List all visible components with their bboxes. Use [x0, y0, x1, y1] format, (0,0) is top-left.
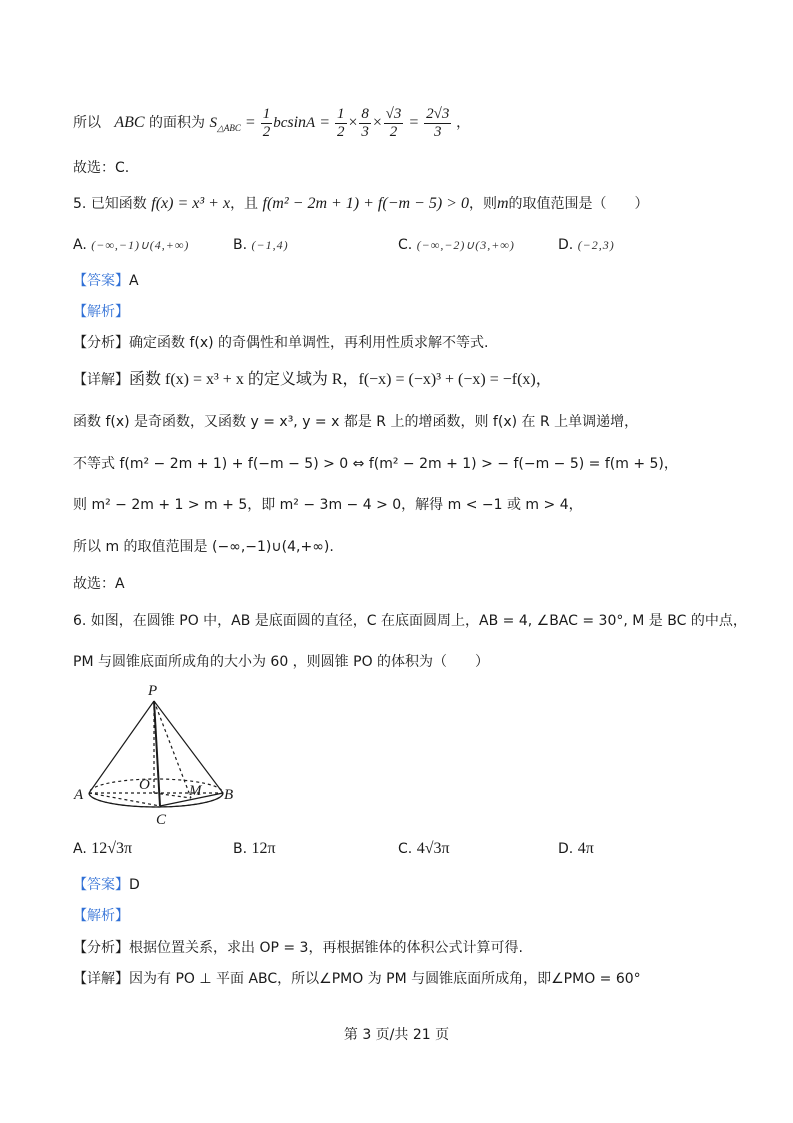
q6-option-b: B. 12π: [233, 840, 276, 857]
q6-line-2: PM 与圆锥底面所成角的大小为 60 ，则圆锥 PO 的体积为（ ）: [73, 654, 490, 670]
q5-detail-2: 函数 f(x) 是奇函数，又函数 y = x³, y = x 都是 R 上的增函数，则 f(x) 在 R 上单调递增，: [73, 414, 639, 430]
q6-analysis-tag: 【解析】: [73, 908, 129, 924]
label-c: C: [156, 812, 167, 828]
q5-stem: 5. 已知函数 f(x) = x³ + x，且 f(m² − 2m + 1) + f(−m − 5) > 0，则m的取值范围是（ ）: [73, 195, 649, 212]
label-p: P: [148, 683, 158, 699]
q5-option-c: C. (−∞,−2)∪(3,+∞): [398, 237, 515, 253]
q5-detail-4: 则 m² − 2m + 1 > m + 5，即 m² − 3m − 4 > 0，解得 m < −1 或 m > 4，: [73, 497, 583, 513]
area-formula: $S_{\triangle ABC}$ = $\frac{1}{2}$ bcsinA = $\frac{1}{2}$ × $\frac{8}{3}$ × $\frac{√3}{2}$ = $\frac{2√3}{3}$: [209, 106, 450, 141]
cone-figure: [72, 683, 242, 828]
q6-option-a: A. 12√3π: [73, 840, 133, 857]
q5-detail-5: 所以 m 的取值范围是 (−∞,−1)∪(4,+∞).: [73, 539, 334, 555]
page-number: 第 3 页/共 21 页: [343, 1027, 450, 1043]
q5-detail-1: 【详解】函数 f(x) = x³ + x 的定义域为 R，f(−x) = (−x)³ + (−x) = −f(x)，: [73, 371, 552, 388]
q6-detail-1: 【详解】因为有 PO ⊥ 平面 ABC，所以∠PMO 为 PM 与圆锥底面所成角，即∠PMO = 60°: [73, 971, 641, 987]
q5-option-d: D. (−2,3): [558, 237, 615, 253]
q6-option-c: C. 4√3π: [398, 840, 450, 857]
q6-answer: 【答案】D: [73, 877, 140, 893]
q5-detail-3: 不等式 f(m² − 2m + 1) + f(−m − 5) > 0 ⇔ f(m² − 2m + 1) > − f(−m − 5) = f(m + 5)，: [73, 456, 678, 472]
area-line: 所以 ABC 的面积为 $S_{\triangle ABC}$ = $\frac{1}{2}$ bcsinA = $\frac{1}{2}$ × $\frac{8}{3}$ × $\frac{√3}{2}$ = $\frac{2√3}{3}$ ，: [73, 106, 471, 141]
q5-fenxi: 【分析】确定函数 f(x) 的奇偶性和单调性，再利用性质求解不等式.: [73, 335, 489, 351]
label-b: B: [224, 787, 234, 803]
label-a: A: [74, 787, 84, 803]
q6-fenxi: 【分析】根据位置关系，求出 OP = 3，再根据锥体的体积公式计算可得.: [73, 940, 523, 956]
q5-answer: 【答案】A: [73, 273, 139, 289]
label-o: O: [139, 777, 150, 793]
choice-q4: 故选：C.: [73, 160, 130, 176]
q5-choice: 故选：A: [73, 576, 125, 592]
triangle-name: ABC: [114, 114, 145, 131]
q6-line-1: 6. 如图，在圆锥 PO 中，AB 是底面圆的直径，C 在底面圆周上，AB = 4, ∠BAC = 30°, M 是 BC 的中点，: [73, 613, 747, 629]
q6-option-d: D. 4π: [558, 840, 594, 857]
q5-option-b: B. (−1,4): [233, 237, 289, 253]
q5-analysis-tag: 【解析】: [73, 304, 129, 320]
q5-option-a: A. (−∞,−1)∪(4,+∞): [73, 237, 190, 253]
label-m: M: [189, 783, 202, 799]
